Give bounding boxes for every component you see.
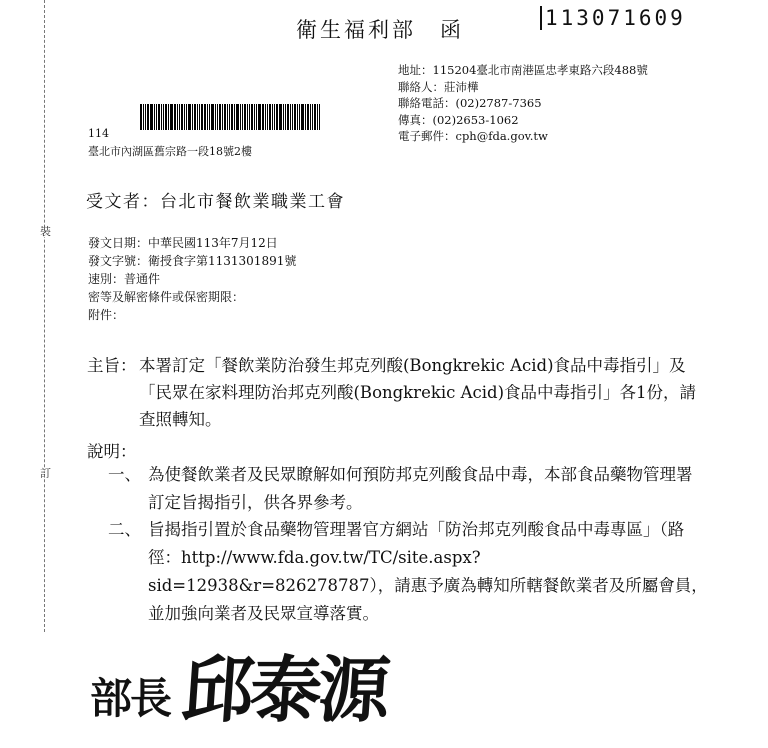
attachments: 附件： (88, 308, 125, 322)
signature-title: 部長 (90, 674, 171, 723)
barcode-stripe (163, 104, 164, 130)
barcode-stripe (251, 104, 253, 130)
binding-mark-top: 裝 (40, 225, 51, 238)
sender-email: 電子郵件：cph@fda.gov.tw (398, 129, 548, 143)
subject (87, 352, 699, 433)
explanation-item (108, 461, 708, 517)
barcode-stripe (215, 104, 216, 130)
barcode-stripe (204, 104, 206, 130)
urgency: 速別：普通件 (88, 272, 161, 286)
barcode-stripe (292, 104, 293, 130)
receiver-address: 臺北市內湖區舊宗路一段18號2樓 (88, 145, 252, 158)
document-title: 衛生福利部 函 (296, 18, 464, 42)
barcode-stripe (276, 104, 278, 130)
barcode-stripe (258, 104, 261, 130)
item-number: 一、 (108, 465, 141, 484)
sender-info (398, 62, 648, 145)
barcode-stripe (267, 104, 268, 130)
barcode-stripe (174, 104, 176, 130)
barcode-stripe (256, 104, 257, 130)
barcode-stripe (305, 104, 306, 130)
item-number: 二、 (108, 520, 141, 539)
barcode-stripe (179, 104, 180, 130)
barcode-stripe (279, 104, 282, 130)
barcode-stripe (147, 104, 149, 130)
subject-text: 本署訂定「餐飲業防治發生邦克列酸(Bongkrekic Acid)食品中毒指引」及「民眾在家料理防治邦克列酸(Bongkrekic Acid)食品中毒指引」各1份，請查照轉知。 (139, 356, 697, 429)
sender-contact: 聯絡人：莊沛樺 (398, 79, 479, 94)
barcode-stripe (240, 104, 241, 130)
barcode-stripe (201, 104, 203, 130)
barcode-stripe (283, 104, 284, 130)
barcode-stripe (229, 104, 230, 130)
explanation-label: 說明： (87, 442, 137, 461)
barcode-stripe (290, 104, 291, 130)
subject-label: 主旨： (87, 356, 137, 375)
barcode-stripe (287, 104, 289, 130)
recipient: 受文者：台北市餐飲業職業工會 (86, 192, 345, 212)
barcode-stripe (244, 104, 246, 130)
barcode-stripe (272, 104, 273, 130)
item-text: 旨揭指引置於食品藥物管理署官方網站「防治邦克列酸食品中毒專區」（路徑：http://www.fda.gov.tw/TC/site.aspx?sid=12938&r=826278787），請惠予廣為轉知所轄餐飲業者及所屬會員，並加強向業者及民眾宣導落實。 (148, 520, 708, 623)
barcode-stripe (254, 104, 255, 130)
document-meta (88, 234, 296, 324)
barcode-stripe (294, 104, 296, 130)
signature (90, 647, 390, 732)
barcode (140, 104, 398, 130)
barcode-stripe (269, 104, 271, 130)
barcode-stripe (209, 104, 210, 130)
barcode-stripe (165, 104, 167, 130)
barcode-stripe (224, 104, 226, 130)
barcode-stripe (181, 104, 183, 130)
sender-phone: 聯絡電話：(02)2787-7365 (398, 96, 542, 110)
barcode-stripe (211, 104, 214, 130)
barcode-stripe (312, 104, 313, 130)
stamp-bar (540, 6, 542, 30)
barcode-stripe (170, 104, 173, 130)
barcode-stripe (242, 104, 243, 130)
barcode-stripe (158, 104, 160, 130)
barcode-stripe (145, 104, 146, 130)
barcode-stripe (262, 104, 264, 130)
classification: 密等及解密條件或保密期限： (88, 290, 245, 304)
barcode-stripe (236, 104, 239, 130)
barcode-stripe (197, 104, 198, 130)
barcode-stripe (192, 104, 193, 130)
barcode-stripe (317, 104, 318, 130)
barcode-stripe (143, 104, 144, 130)
barcode-stripe (188, 104, 191, 130)
barcode-stripe (301, 104, 304, 130)
issue-number: 發文字號：衛授食字第1131301891號 (88, 254, 297, 268)
sender-address: 地址：115204臺北市南港區忠孝東路六段488號 (398, 63, 648, 77)
barcode-stripe (319, 104, 320, 130)
barcode-stripe (177, 104, 178, 130)
barcode-stripe (168, 104, 169, 130)
barcode-stripe (231, 104, 233, 130)
barcode-stripe (249, 104, 250, 130)
barcode-stripe (219, 104, 221, 130)
barcode-stripe (274, 104, 275, 130)
barcode-stripe (222, 104, 223, 130)
explanation-item (108, 516, 708, 628)
document-number (540, 6, 686, 30)
barcode-stripe (199, 104, 200, 130)
barcode-stripe (227, 104, 228, 130)
binding-mark-mid: 訂 (40, 467, 51, 480)
barcode-stripe (265, 104, 266, 130)
document-number-value: 113071609 (545, 6, 686, 30)
barcode-stripe (207, 104, 208, 130)
barcode-stripe (307, 104, 309, 130)
barcode-stripe (314, 104, 316, 130)
barcode-stripe (156, 104, 157, 130)
binding-line (44, 0, 45, 632)
sender-fax: 傳真：(02)2653-1062 (398, 112, 519, 127)
issue-date: 發文日期：中華民國113年7月12日 (88, 236, 278, 250)
barcode-stripe (140, 104, 142, 130)
barcode-stripe (161, 104, 162, 130)
item-text: 為使餐飲業者及民眾瞭解如何預防邦克列酸食品中毒，本部食品藥物管理署訂定旨揭指引，供各界參考。 (148, 465, 693, 512)
barcode-stripe (194, 104, 196, 130)
barcode-stripe (297, 104, 298, 130)
barcode-stripe (150, 104, 153, 130)
barcode-stripe (184, 104, 185, 130)
barcode-stripe (186, 104, 187, 130)
receiver-zip: 114 (88, 127, 109, 140)
barcode-stripe (234, 104, 235, 130)
barcode-stripe (247, 104, 248, 130)
barcode-stripe (299, 104, 300, 130)
barcode-stripe (310, 104, 311, 130)
barcode-stripe (285, 104, 286, 130)
barcode-stripe (154, 104, 155, 130)
barcode-stripe (217, 104, 218, 130)
signature-name: 邱泰源 (179, 647, 390, 732)
